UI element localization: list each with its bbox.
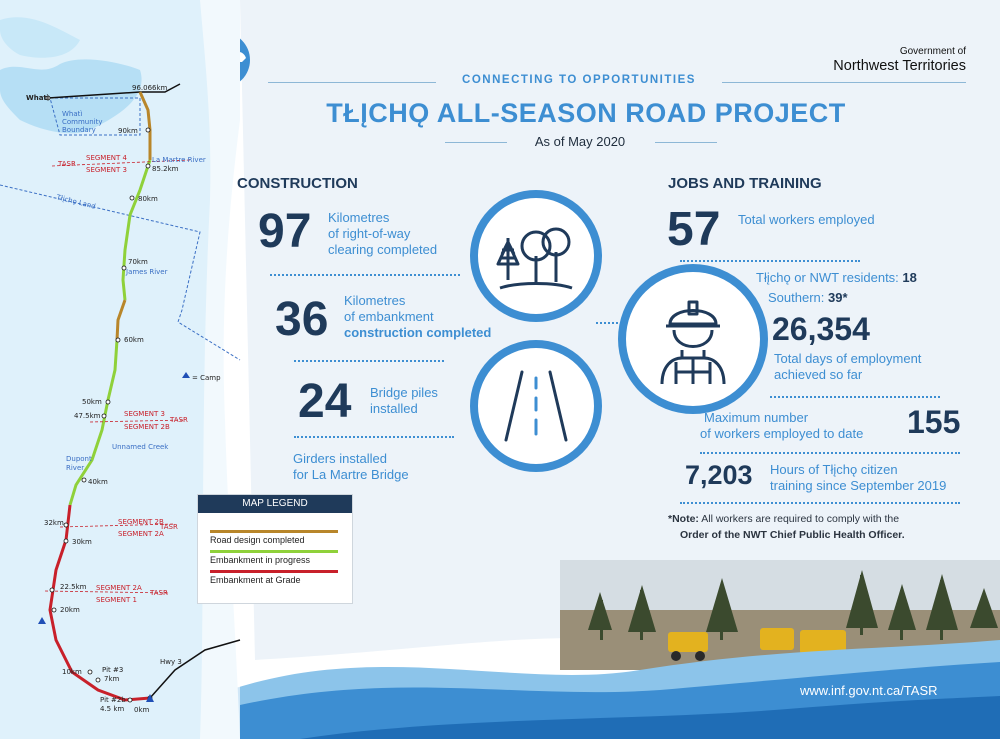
subtitle-rule-left xyxy=(445,142,507,143)
map-label-km20: 20km xyxy=(60,606,80,614)
note-prefix: *Note: xyxy=(668,513,699,525)
divider-construction-3 xyxy=(294,436,454,438)
header-rule-right xyxy=(722,82,966,83)
legend-swatch-in-progress xyxy=(210,550,338,553)
training-label-line1: Hours of Tłįchǫ citizen xyxy=(770,462,898,477)
total-workers-label: Total workers employed xyxy=(738,212,875,227)
trees-icon xyxy=(478,198,594,314)
covid-note xyxy=(668,511,905,543)
legend-swatch-at-grade xyxy=(210,570,338,573)
southern-row xyxy=(768,290,848,306)
stat-clearing-desc xyxy=(328,210,478,258)
stat-bridge-piles-desc xyxy=(370,385,480,417)
days-employment-value: 26,354 xyxy=(772,311,870,347)
map-label-pit2b: Pit #2b xyxy=(100,696,126,704)
map-label-tasr-4: TASR xyxy=(150,589,168,597)
note-text-1: All workers are required to comply with the xyxy=(701,513,900,525)
stat-clearing-line3: clearing completed xyxy=(328,242,438,257)
map-label-segment-4: SEGMENT 4 xyxy=(86,154,127,162)
max-workers-label xyxy=(700,410,863,442)
map-label-tlicho-land: Tłįchǫ Land xyxy=(55,193,97,211)
map-label-km50: 50km xyxy=(82,398,102,406)
girders-line2: for La Martre Bridge xyxy=(293,467,409,482)
camp-legend-label: = Camp xyxy=(192,374,221,382)
girders-line1: Girders installed xyxy=(293,451,387,466)
map-label-km70: 70km xyxy=(128,258,148,266)
stat-clearing-line2: of right-of-way xyxy=(328,226,411,241)
map-label-segment-2a-2: SEGMENT 2A xyxy=(96,584,142,592)
map-label-whati-boundary: Whatì Community Boundary xyxy=(62,110,103,134)
max-label-line2: of workers employed to date xyxy=(700,426,864,441)
map-label-segment-3b: SEGMENT 3 xyxy=(124,410,165,418)
map-label-whati: Whatì xyxy=(26,94,50,102)
road-map xyxy=(0,0,300,739)
map-label-km40: 40km xyxy=(88,478,108,486)
total-workers-value: 57 xyxy=(667,203,721,256)
legend-swatch-design xyxy=(210,530,338,533)
subtitle-rule-right xyxy=(655,142,717,143)
residents-row xyxy=(756,270,917,286)
government-line-2: Northwest Territories xyxy=(833,58,966,74)
jobs-heading: JOBS AND TRAINING xyxy=(668,175,822,192)
divider-jobs-4 xyxy=(680,502,960,504)
map-label-dupont-river: Dupont River xyxy=(66,455,92,472)
stat-embankment-line2: of embankment xyxy=(344,309,434,324)
map-label-km60: 60km xyxy=(124,336,144,344)
note-line1 xyxy=(668,511,905,527)
legend-row-design xyxy=(210,527,352,547)
stat-embankment-line3: construction completed xyxy=(344,325,492,340)
days-label-line2: achieved so far xyxy=(774,367,863,382)
training-hours-value: 7,203 xyxy=(685,460,753,490)
map-label-tasr-1: TASR xyxy=(58,160,76,168)
stat-bridge-piles-line2: installed xyxy=(370,401,418,416)
map-label-km30: 30km xyxy=(72,538,92,546)
days-employment-label xyxy=(774,351,921,383)
divider-jobs-1 xyxy=(680,260,860,262)
map-label-tasr-3: TASR xyxy=(160,523,178,531)
road-circle xyxy=(470,340,602,472)
stat-clearing-value: 97 xyxy=(258,205,312,258)
girders-desc xyxy=(293,451,453,483)
map-label-segment-2b-2: SEGMENT 2B xyxy=(118,518,164,526)
worker-icon xyxy=(626,272,760,406)
map-label-km7: 7km xyxy=(104,675,120,683)
map-label-km45: 4.5 km xyxy=(100,705,125,713)
max-label-line1: Maximum number xyxy=(704,410,809,425)
legend-label-design: Road design completed xyxy=(210,535,305,545)
map-label-hwy3: Hwy 3 xyxy=(160,658,182,666)
legend-row-in-progress xyxy=(210,547,352,567)
southern-value: 39* xyxy=(828,290,848,305)
divider-jobs-3 xyxy=(700,452,960,454)
map-label-segment-2b: SEGMENT 2B xyxy=(124,423,170,431)
map-label-segment-3: SEGMENT 3 xyxy=(86,166,127,174)
map-label-km10: 10km xyxy=(62,668,82,676)
construction-heading: CONSTRUCTION xyxy=(237,175,358,192)
stat-bridge-piles-line1: Bridge piles xyxy=(370,385,438,400)
trees-circle xyxy=(470,190,602,322)
map-label-james-river: James River xyxy=(126,268,168,276)
stat-embankment-value: 36 xyxy=(275,293,329,346)
map-label-km47: 47.5km xyxy=(74,412,101,420)
connector-dots xyxy=(596,322,622,324)
divider-construction-2 xyxy=(294,360,444,362)
divider-jobs-2 xyxy=(770,396,940,398)
map-label-km85: 85.2km xyxy=(152,165,179,173)
government-line-1: Government of xyxy=(899,46,966,57)
map-label-pit3: Pit #3 xyxy=(102,666,124,674)
stat-clearing-line1: Kilometres xyxy=(328,210,390,225)
southern-label: Southern: xyxy=(768,290,825,305)
stat-embankment-line1: Kilometres xyxy=(344,293,406,308)
map-label-km22: 22.5km xyxy=(60,583,87,591)
header-rule-left xyxy=(268,82,436,83)
legend-label-in-progress: Embankment in progress xyxy=(210,555,311,565)
map-label-tasr-2: TASR xyxy=(170,416,188,424)
map-label-segment-1: SEGMENT 1 xyxy=(96,596,137,604)
map-label-km0: 0km xyxy=(134,706,150,714)
residents-value: 18 xyxy=(902,270,917,285)
page-title: TŁĮCHǪ ALL-SEASON ROAD PROJECT xyxy=(326,98,846,128)
website-link[interactable]: www.inf.gov.nt.ca/TASR xyxy=(800,683,938,698)
map-drawing xyxy=(0,0,300,739)
legend-label-at-grade: Embankment at Grade xyxy=(210,575,301,585)
stat-bridge-piles-value: 24 xyxy=(298,375,352,428)
map-label-km80: 80km xyxy=(138,195,158,203)
note-line2: Order of the NWT Chief Public Health Officer. xyxy=(680,529,905,541)
residents-label: Tłįchǫ or NWT residents: xyxy=(756,270,899,285)
map-label-la-martre: La Martre River xyxy=(152,156,206,164)
road-icon xyxy=(478,348,594,464)
training-hours-label xyxy=(770,462,946,494)
map-legend xyxy=(197,494,353,604)
days-label-line1: Total days of employment xyxy=(774,351,922,366)
page-subtitle: As of May 2020 xyxy=(534,134,626,149)
legend-row-at-grade xyxy=(210,567,352,587)
map-label-km32: 32km xyxy=(44,519,64,527)
training-label-line2: training since September 2019 xyxy=(770,478,947,493)
max-workers-value: 155 xyxy=(907,404,961,440)
map-label-km96: 96.066km xyxy=(132,84,168,92)
map-label-unnamed-creek: Unnamed Creek xyxy=(112,443,169,451)
map-label-km90: 90km xyxy=(118,127,138,135)
tagline: CONNECTING TO OPPORTUNITIES xyxy=(462,74,696,86)
worker-circle xyxy=(618,264,768,414)
divider-construction-1 xyxy=(270,274,460,276)
map-legend-title: MAP LEGEND xyxy=(198,495,352,513)
map-label-segment-2a: SEGMENT 2A xyxy=(118,530,164,538)
